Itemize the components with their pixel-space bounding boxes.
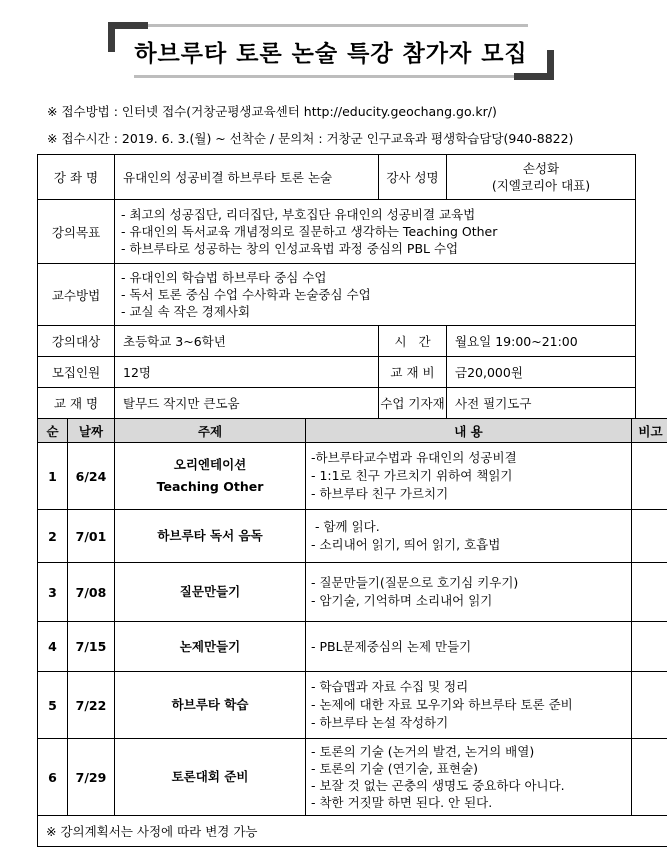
fee-value: 금20,000원 xyxy=(447,357,636,388)
session-content-line: - 함께 읽다. xyxy=(311,519,380,534)
schedule-row xyxy=(38,739,667,816)
session-content-line: - 보잘 것 없는 곤충의 생명도 중요하다 아니다. xyxy=(311,778,565,793)
session-note xyxy=(632,622,667,672)
session-note xyxy=(632,510,667,563)
time-value: 월요일 19:00~21:00 xyxy=(447,326,636,357)
session-content-line: - 토론의 기술 (연기술, 표현술) xyxy=(311,761,478,776)
methods-cell xyxy=(115,264,636,326)
method-item: - 유대인의 학습법 하브루타 중심 수업 xyxy=(121,269,635,286)
session-date: 7/29 xyxy=(68,739,115,816)
session-content-line: - 하브루타 논설 작성하기 xyxy=(311,715,449,730)
row-textbook xyxy=(38,388,636,419)
banner-corner-top xyxy=(108,22,148,29)
row-target xyxy=(38,326,636,357)
instructor-name: 손성화 xyxy=(522,161,560,176)
session-note xyxy=(632,563,667,622)
session-content xyxy=(306,622,632,672)
row-methods xyxy=(38,264,636,326)
time-label: 시 간 xyxy=(379,326,447,357)
session-content xyxy=(306,739,632,816)
header-topic: 주제 xyxy=(115,419,306,443)
session-topic xyxy=(115,622,306,672)
session-content xyxy=(306,510,632,563)
session-content-line: - 학습맵과 자료 수집 및 정리 xyxy=(311,679,469,694)
supplies-label: 수업 기자재 xyxy=(379,388,447,419)
methods-label: 교수방법 xyxy=(38,264,115,326)
goal-item: - 최고의 성공집단, 리더집단, 부호집단 유대인의 성공비결 교육법 xyxy=(121,206,635,223)
course-name: 유대인의 성공비결 하브루타 토론 논술 xyxy=(115,155,379,200)
schedule-body xyxy=(38,443,667,816)
fee-label: 교 재 비 xyxy=(379,357,447,388)
header-no: 순 xyxy=(38,419,68,443)
page-title: 하브루타 토론 논술 특강 참가자 모집 xyxy=(134,41,528,67)
session-topic xyxy=(115,510,306,563)
session-note xyxy=(632,739,667,816)
session-topic xyxy=(115,563,306,622)
row-capacity xyxy=(38,357,636,388)
goals-list xyxy=(115,206,635,257)
target-value: 초등학교 3~6학년 xyxy=(115,326,379,357)
goal-item: - 하브루타로 성공하는 창의 인성교육법 과정 중심의 PBL 수업 xyxy=(121,240,635,257)
title-banner xyxy=(108,22,554,80)
application-method: ※ 접수방법 : 인터넷 접수(거창군평생교육센터 http://educity.geochang.go.kr/) xyxy=(47,104,497,119)
session-content xyxy=(306,443,632,510)
instructor-cell xyxy=(447,155,636,200)
schedule-row xyxy=(38,672,667,739)
banner-line-bottom xyxy=(134,75,514,78)
session-number: 5 xyxy=(38,672,68,739)
session-topic-line: 오리엔테이션 xyxy=(173,457,247,472)
row-course-name xyxy=(38,155,636,200)
session-number: 3 xyxy=(38,563,68,622)
session-date: 6/24 xyxy=(68,443,115,510)
session-content-line: - 암기술, 기억하며 소리내어 읽기 xyxy=(311,593,493,608)
session-topic-line: 토론대회 준비 xyxy=(171,769,249,784)
header-note: 비고 xyxy=(632,419,667,443)
session-content-line: -하브루타교수법과 유대인의 성공비결 xyxy=(311,450,517,465)
session-topic-line: 하브루타 학습 xyxy=(171,697,249,712)
schedule-row xyxy=(38,622,667,672)
schedule-note-row xyxy=(38,816,667,847)
banner-line-top xyxy=(148,24,528,27)
method-item: - 독서 토론 중심 수업 수사학과 논술중심 수업 xyxy=(121,286,635,303)
capacity-label: 모집인원 xyxy=(38,357,115,388)
session-content-line: - 소리내어 읽기, 띄어 읽기, 호흡법 xyxy=(311,537,501,552)
instructor-title: (지엘코리아 대표) xyxy=(491,178,591,193)
session-number: 2 xyxy=(38,510,68,563)
session-topic xyxy=(115,739,306,816)
goals-cell xyxy=(115,200,636,264)
course-name-label: 강 좌 명 xyxy=(38,155,115,200)
session-note xyxy=(632,443,667,510)
header-date: 날짜 xyxy=(68,419,115,443)
banner-corner-bottom xyxy=(514,73,554,80)
session-content xyxy=(306,563,632,622)
session-number: 4 xyxy=(38,622,68,672)
session-content-line: - PBL문제중심의 논제 만들기 xyxy=(311,638,472,654)
session-date: 7/22 xyxy=(68,672,115,739)
session-topic-line: 논제만들기 xyxy=(179,638,241,654)
goal-item: - 유대인의 독서교육 개념정의로 질문하고 생각하는 Teaching Other xyxy=(121,223,635,240)
session-note xyxy=(632,672,667,739)
session-content-line: - 논제에 대한 자료 모우기와 하브루타 토론 준비 xyxy=(311,697,573,712)
session-content-line: - 토론의 기술 (논거의 발견, 논거의 배열) xyxy=(311,744,535,759)
capacity-value: 12명 xyxy=(115,357,379,388)
schedule-header-row xyxy=(38,419,667,443)
session-date: 7/08 xyxy=(68,563,115,622)
row-goals xyxy=(38,200,636,264)
method-item: - 교실 속 작은 경제사회 xyxy=(121,303,635,320)
session-topic xyxy=(115,672,306,739)
session-topic xyxy=(115,443,306,510)
session-number: 6 xyxy=(38,739,68,816)
header-content: 내 용 xyxy=(306,419,632,443)
session-content-line: - 착한 거짓말 하면 된다. 안 된다. xyxy=(311,795,493,810)
session-topic-line: 하브루타 독서 음독 xyxy=(157,528,263,543)
course-info-table xyxy=(37,154,636,419)
schedule-row xyxy=(38,510,667,563)
session-content-line: - 1:1로 친구 가르치기 위하여 책읽기 xyxy=(311,468,513,483)
session-topic-line: 질문만들기 xyxy=(179,584,241,599)
session-topic-line: Teaching Other xyxy=(156,479,264,494)
session-content-line: - 질문만들기(질문으로 호기심 키우기) xyxy=(311,575,519,590)
textbook-value: 탈무드 작지만 큰도움 xyxy=(115,388,379,419)
session-content xyxy=(306,672,632,739)
instructor-label: 강사 성명 xyxy=(379,155,447,200)
session-date: 7/15 xyxy=(68,622,115,672)
schedule-row xyxy=(38,443,667,510)
session-number: 1 xyxy=(38,443,68,510)
supplies-value: 사전 필기도구 xyxy=(447,388,636,419)
application-period-contact: ※ 접수시간 : 2019. 6. 3.(월) ~ 선착순 / 문의처 : 거창군 인구교육과 평생학습담당(940-8822) xyxy=(47,131,574,146)
goals-label: 강의목표 xyxy=(38,200,115,264)
textbook-label: 교 재 명 xyxy=(38,388,115,419)
session-content-line: - 하브루타 친구 가르치기 xyxy=(311,486,449,501)
session-date: 7/01 xyxy=(68,510,115,563)
target-label: 강의대상 xyxy=(38,326,115,357)
methods-list xyxy=(115,269,635,320)
schedule-table xyxy=(37,418,667,847)
schedule-note: ※ 강의계획서는 사정에 따라 변경 가능 xyxy=(38,816,667,847)
schedule-row xyxy=(38,563,667,622)
